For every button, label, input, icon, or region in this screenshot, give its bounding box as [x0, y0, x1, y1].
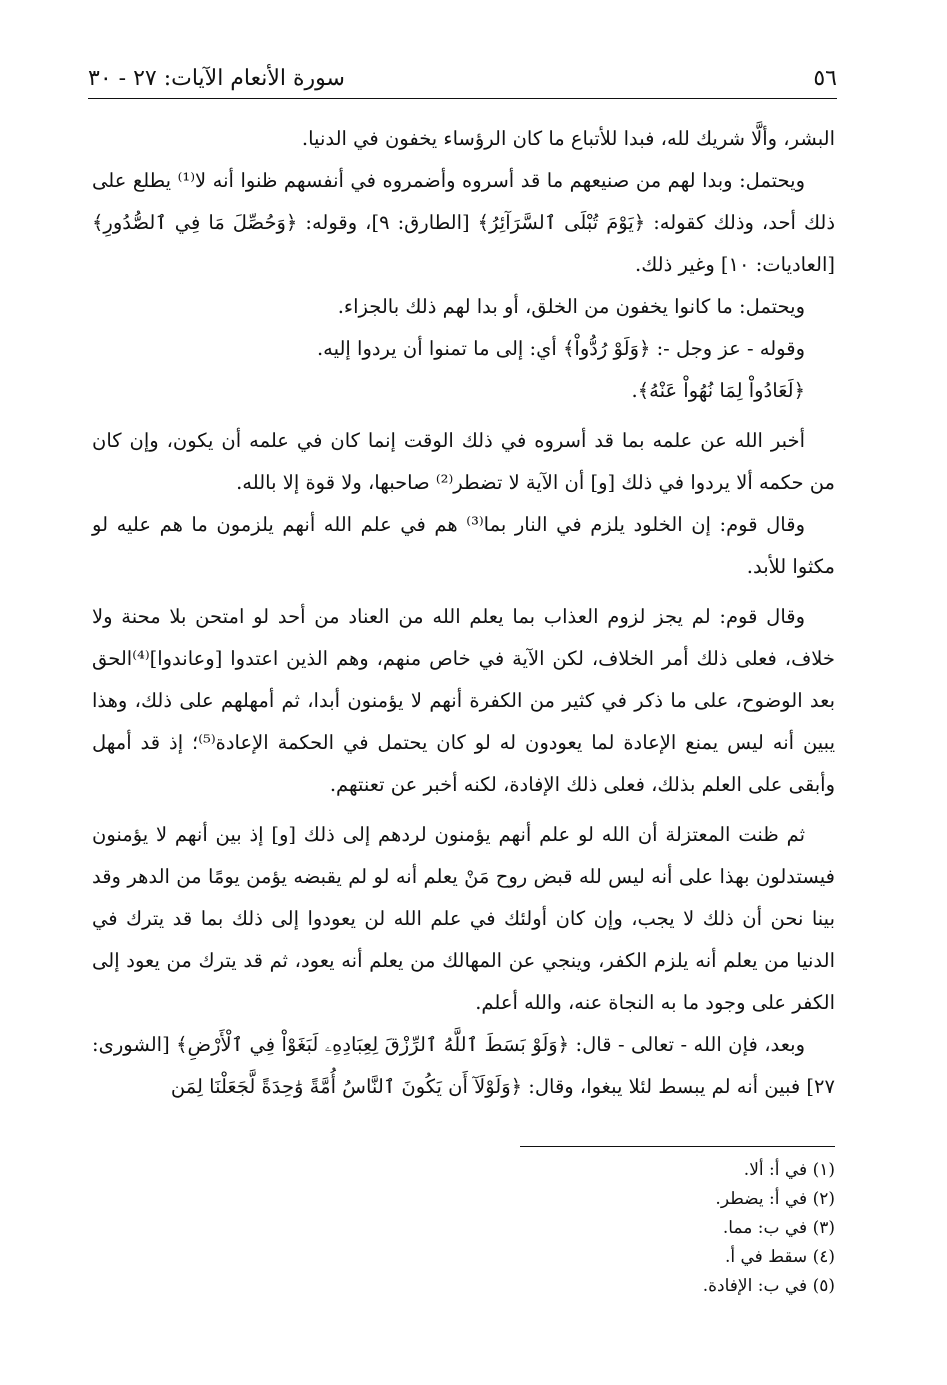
paragraph: وقال قوم: إن الخلود يلزم في النار بما⁽³⁾ هم في علم الله أنهم يلزمون ما هم عليه لو مكثوا للأبد.	[92, 513, 835, 578]
paragraph: البشر، وألَّا شريك لله، فبدا للأتباع ما كان الرؤساء يخفون في الدنيا.	[301, 127, 835, 150]
paragraph: ويحتمل: ما كانوا يخفون من الخلق، أو بدا لهم ذلك بالجزاء.	[337, 295, 805, 318]
footnote: (٣) في ب: مما.	[722, 1218, 835, 1238]
footnote: (٢) في أ: يضطر.	[715, 1189, 835, 1209]
footnote: (٥) في ب: الإفادة.	[702, 1276, 835, 1296]
paragraph: أخبر الله عن علمه بما قد أسروه في ذلك الوقت إنما كان في علمه أن يكون، وإن كان من حكمه ألا يردوا في ذلك [و] أن الآية لا تضطر⁽²⁾ صاحبها، ولا قوة إلا بالله.	[92, 429, 835, 494]
paragraph: ثم ظنت المعتزلة أن الله لو علم أنهم يؤمنون لردهم إلى ذلك [و] إذ بين أنهم لا يؤمنون فيستدلون بهذا على أنه ليس لله قبض روح مَنْ يعلم أنه لو لم يقبضه يؤمن يومًا من الدهر وقد بينا نحن أن ذلك لا يجب، وإن كان أولئك في علم الله لن يعودوا إلى ذلك بما قد يترك في الدنيا من يعلم أنه يلزم الكفر، وينجي عن المهالك من يعلم أنه يعود، ثم قد يترك من يعود إلى الكفر على وجود ما به النجاة عنه، والله أعلم.	[92, 823, 835, 1014]
footnotes	[335, 1156, 835, 1301]
paragraph: ويحتمل: وبدا لهم من صنيعهم ما قد أسروه وأضمروه في أنفسهم ظنوا أنه لا⁽¹⁾ يطلع على ذلك أحد، وذلك كقوله: ﴿يَوْمَ تُبْلَى ٱلسَّرَآئِرُ﴾ [الطارق: ٩]، وقوله: ﴿وَحُصِّلَ مَا فِي ٱلصُّدُورِ﴾ [العاديات: ١٠] وغير ذلك.	[92, 169, 836, 276]
running-title: سورة الأنعام الآيات: ٢٧ - ٣٠	[88, 65, 345, 91]
quran-verse: ﴿لَعَادُواْ لِمَا نُهُواْ عَنْهُ﴾.	[631, 379, 805, 402]
paragraph: وقوله - عز وجل -: ﴿وَلَوْ رُدُّواْ﴾ أي: إلى ما تمنوا أن يردوا إليه.	[316, 337, 805, 360]
footnote: (١) في أ: ألا.	[743, 1160, 835, 1180]
paragraph: وبعد، فإن الله - تعالى - قال: ﴿وَلَوْ بَسَطَ ٱللَّهُ ٱلرِّزْقَ لِعِبَادِهِۦ لَبَغَوْاْ فِي ٱلْأَرْضِ﴾ [الشورى: ٢٧] فبين أنه لم يبسط لئلا يبغوا، وقال: ﴿وَلَوْلَآ أَن يَكُونَ ٱلنَّاسُ أُمَّةً وَٰحِدَةً لَّجَعَلْنَا لِمَن	[92, 1033, 835, 1098]
footnote-divider	[520, 1146, 835, 1147]
paragraph: وقال قوم: لم يجز لزوم العذاب بما يعلم الله من العناد من أحد لو امتحن بلا محنة ولا خلاف، فعلى ذلك أمر الخلاف، لكن الآية في خاص منهم، وهم الذين اعتدوا [وعاندوا]⁽⁴⁾الحق بعد الوضوح، على ما ذكر في كثير من الكفرة أنهم لا يؤمنون أبدا، ثم أمهلهم على ذلك، وهذا يبين أنه ليس يمنع الإعادة لما يعودون له لو كان يحتمل في الحكمة الإعادة⁽⁵⁾؛ إذ قد أمهل وأبقى على العلم بذلك، فعلى ذلك الإفادة، لكنه أخبر عن تعنتهم.	[92, 605, 835, 796]
page-number: ٥٦	[813, 65, 837, 91]
main-text	[92, 118, 835, 1108]
page-header	[88, 58, 837, 99]
footnote: (٤) سقط في أ.	[724, 1247, 835, 1267]
